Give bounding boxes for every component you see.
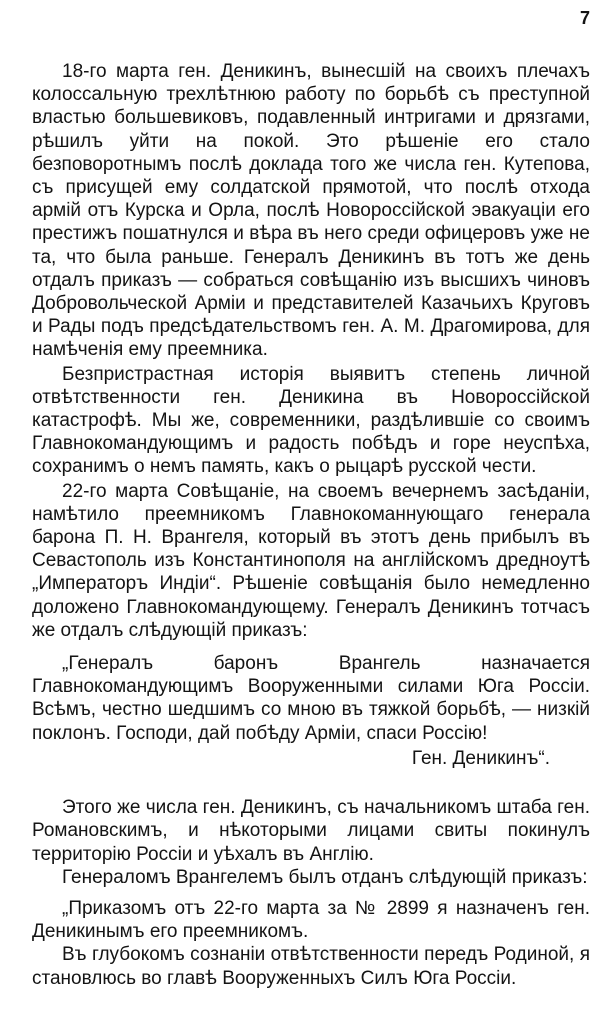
paragraph-wrangel-order-intro: Генераломъ Врангелемъ былъ отданъ слѣдующій приказъ: [62,866,588,888]
denikin-order-quote [32,652,590,770]
paragraph-departure: Этого же числа ген. Деникинъ, съ начальникомъ штаба ген. Романовскимъ, и нѣкоторыми лицами свиты покинулъ территорію Россіи и уѣхалъ въ Англію. [32,797,590,865]
page-body [32,60,590,990]
denikin-order-text: „Генералъ баронъ Врангель назначается Главнокомандующимъ Вооруженными силами Юга Россіи. Всѣмъ, честно шедшимъ со мною въ тяжкой борьбѣ, — низкій поклонъ. Господи, дай побѣду Арміи, спаси Россію! [32,653,590,744]
wrangel-order-line-2: Въ глубокомъ сознаніи отвѣтственности передъ Родиной, я становлюсь во главѣ Вооруженныхъ Силъ Юга Россіи. [32,944,590,989]
paragraph-council-decision: 22-го марта Совѣщаніе, на своемъ вечернемъ засѣданіи, намѣтило преемникомъ Главнокоманнующаго генерала барона П. Н. Врангеля, который въ этотъ день прибылъ въ Севастополь изъ Константинополя на англійскомъ дредноутѣ „Императоръ Индіи“. Рѣшеніе совѣщанія было немедленно доложено Главнокомандующему. Генералъ Деникинъ тотчасъ же отдалъ слѣдующій приказъ: [32,480,590,641]
paragraph-history-judgement: Безпристрастная исторія выявитъ степень личной отвѣтственности ген. Деникина въ Новороссійской катастрофѣ. Мы же, современники, раздѣлившіе со своимъ Главнокомандующимъ и радость побѣдъ и горе неуспѣха, сохранимъ о немъ память, какъ о рыцарѣ русской чести. [32,363,590,478]
denikin-order-signature: Ген. Деникинъ“. [411,747,550,769]
page-number: 7 [579,8,590,28]
paragraph-denikin-resignation: 18-го марта ген. Деникинъ, вынесшій на своихъ плечахъ колоссальную трехлѣтнюю работу по борьбѣ съ преступной властью большевиковъ, подавленный интригами и дрязгами, рѣшилъ уйти на покой. Это рѣшеніе его стало безповоротнымъ послѣ доклада того же числа ген. Кутепова, съ присущей ему солдатской прямотой, что послѣ отхода армій отъ Курска и Орла, послѣ Новороссійской эвакуаціи его престижъ пошатнулся и вѣра въ него среди офицеровъ уже не та, что была раньше. Генералъ Деникинъ въ тотъ же день отдалъ приказъ — собраться совѣщанію изъ высшихъ чиновъ Добровольческой Арміи и представителей Казачьихъ Круговъ и Рады подъ предсѣдательствомъ ген. А. М. Драгомирова, для намѣченія ему преемника. [32,61,590,361]
wrangel-order-line-1: „Приказомъ отъ 22-го марта за № 2899 я назначенъ ген. Деникинымъ его преемникомъ. [32,897,590,943]
